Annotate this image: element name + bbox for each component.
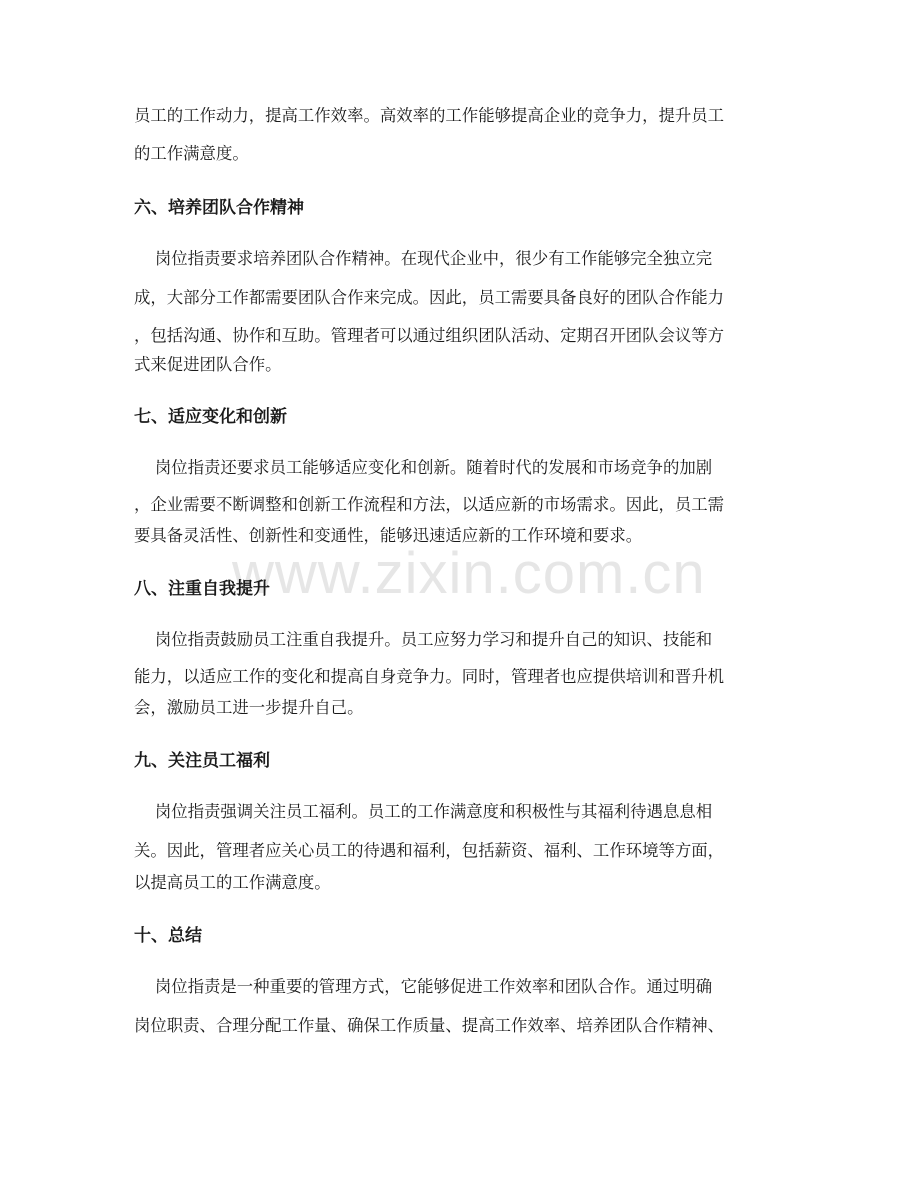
paragraph-line: 的工作满意度。	[134, 144, 249, 163]
paragraph-line: ，包括沟通、协作和互助。管理者可以通过组织团队活动、定期召开团队会议等方	[134, 326, 725, 345]
paragraph-line: 以提高员工的工作满意度。	[134, 873, 331, 892]
paragraph-line: 岗位指责鼓励员工注重自我提升。员工应努力学习和提升自己的知识、技能和	[134, 630, 713, 649]
section-heading: 六、培养团队合作精神	[134, 198, 304, 218]
paragraph-line: ，企业需要不断调整和创新工作流程和方法，以适应新的市场需求。因此，员工需	[134, 495, 725, 514]
section-heading: 十、总结	[134, 926, 202, 946]
paragraph-line: 成，大部分工作都需要团队合作来完成。因此，员工需要具备良好的团队合作能力	[134, 288, 725, 307]
paragraph-line: 岗位指责强调关注员工福利。员工的工作满意度和积极性与其福利待遇息息相	[134, 802, 713, 821]
paragraph-line: 会，激励员工进一步提升自己。	[134, 698, 364, 717]
section-heading: 七、适应变化和创新	[134, 407, 287, 427]
paragraph-line: 能力，以适应工作的变化和提高自身竞争力。同时，管理者也应提供培训和晋升机	[134, 667, 725, 686]
paragraph-line: 员工的工作动力，提高工作效率。高效率的工作能够提高企业的竞争力，提升员工	[134, 106, 725, 125]
section-heading: 九、关注员工福利	[134, 751, 270, 771]
paragraph-line: 式来促进团队合作。	[134, 355, 282, 374]
paragraph-line: 岗位职责、合理分配工作量、确保工作质量、提高工作效率、培养团队合作精神、	[134, 1016, 725, 1035]
paragraph-line: 关。因此，管理者应关心员工的待遇和福利，包括薪资、福利、工作环境等方面，	[134, 841, 725, 860]
paragraph-line: 岗位指责还要求员工能够适应变化和创新。随着时代的发展和市场竞争的加剧	[134, 458, 713, 477]
watermark: www.zixin.com.cn	[232, 541, 706, 606]
paragraph-line: 岗位指责要求培养团队合作精神。在现代企业中，很少有工作能够完全独立完	[134, 249, 713, 268]
section-heading: 八、注重自我提升	[134, 579, 270, 599]
paragraph-line: 岗位指责是一种重要的管理方式，它能够促进工作效率和团队合作。通过明确	[134, 977, 713, 996]
paragraph-line: 要具备灵活性、创新性和变通性，能够迅速适应新的工作环境和要求。	[134, 526, 643, 545]
